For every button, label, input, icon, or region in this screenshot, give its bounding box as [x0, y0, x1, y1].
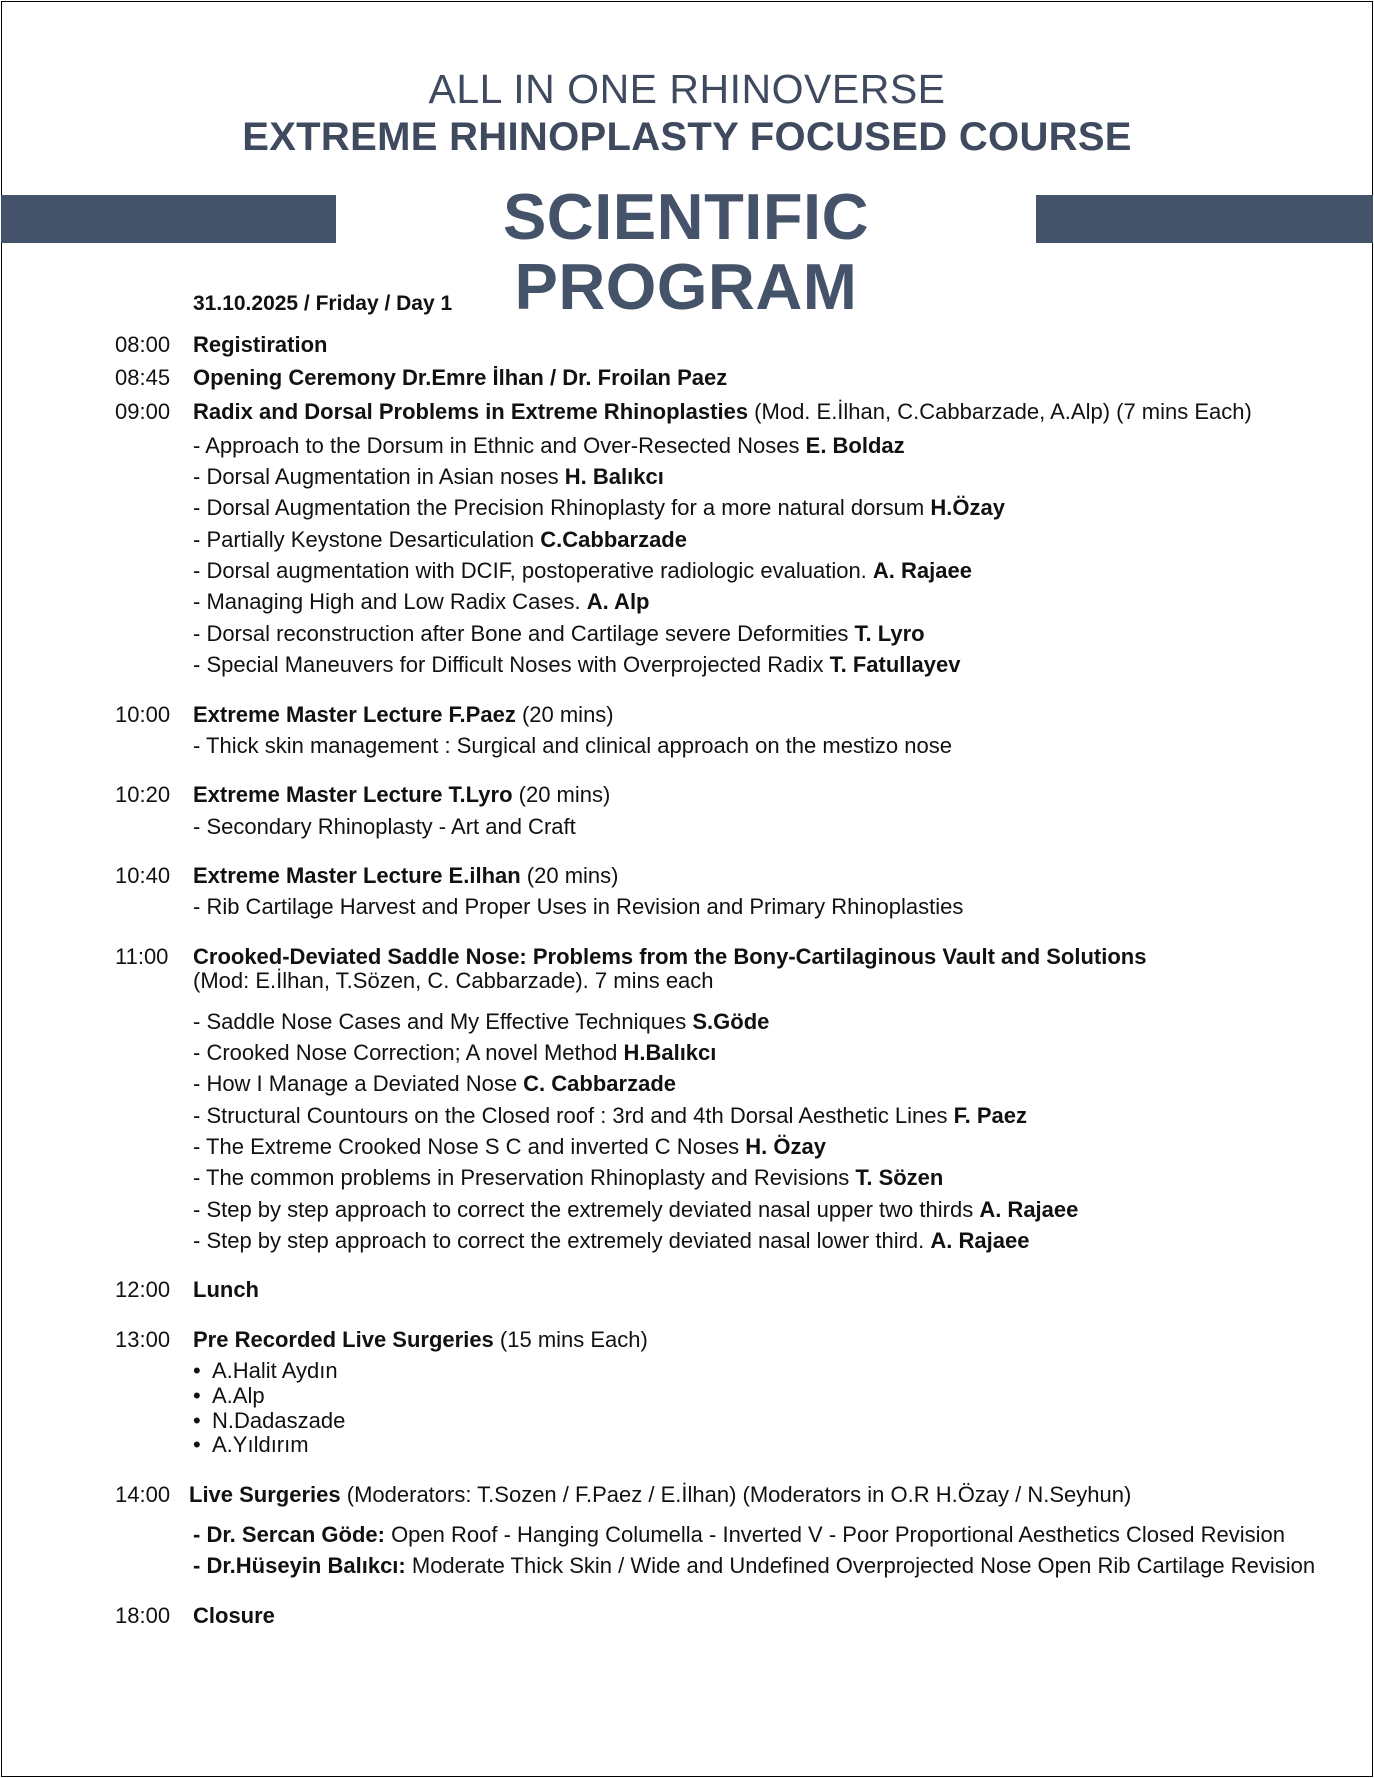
talk-speaker: A. Rajaee — [930, 1228, 1030, 1253]
surgeon-item — [193, 1358, 338, 1384]
live-surgery-item — [193, 1553, 1315, 1579]
surgeon-name: A.Alp — [212, 1383, 265, 1408]
talk-speaker: S.Göde — [692, 1009, 770, 1034]
talk-title: - Saddle Nose Cases and My Effective Techniques — [193, 1009, 693, 1034]
talk-speaker: H.Balıkcı — [623, 1040, 717, 1065]
title-bar-left — [1, 195, 336, 243]
bullet-icon: • — [193, 1383, 201, 1408]
time-0900: 09:00 — [115, 399, 171, 424]
session-note: (Mod. E.İlhan, C.Cabbarzade, A.Alp) (7 mins Each) — [748, 399, 1252, 424]
talk-title: - Dorsal Augmentation in Asian noses — [193, 464, 565, 489]
surgeon-name: - Dr.Hüseyin Balıkcı: — [193, 1553, 406, 1578]
session-title: Opening Ceremony Dr.Emre İlhan / Dr. Froilan Paez — [193, 365, 728, 390]
session-live-surgeries — [189, 1482, 1131, 1508]
talk-speaker: E. Boldaz — [805, 433, 905, 458]
session-title: Registiration — [193, 332, 328, 357]
talk-title: - Step by step approach to correct the extremely deviated nasal lower third. — [193, 1228, 931, 1253]
talk-item — [193, 1103, 1027, 1129]
time-1400: 14:00 — [115, 1482, 171, 1507]
session-note: (15 mins Each) — [493, 1327, 648, 1352]
talk-speaker: H. Balıkcı — [564, 464, 664, 489]
talk-item: - Secondary Rhinoplasty - Art and Craft — [193, 814, 576, 839]
talk-item — [193, 1009, 769, 1035]
talk-speaker: H. Özay — [745, 1134, 826, 1159]
session-note: (20 mins) — [515, 702, 614, 727]
talk-item — [193, 1165, 943, 1191]
session-crooked-saddle — [193, 944, 1146, 970]
page-title: SCIENTIFIC PROGRAM — [502, 180, 870, 323]
talk-item — [193, 1134, 826, 1160]
session-title: Crooked-Deviated Saddle Nose: Problems from the Bony-Cartilaginous Vault and Solutions — [193, 944, 1147, 969]
bullet-icon: • — [193, 1432, 201, 1457]
talk-item — [193, 1228, 1029, 1254]
talk-speaker: H.Özay — [930, 495, 1005, 520]
course-name: EXTREME RHINOPLASTY FOCUSED COURSE — [242, 115, 1132, 159]
session-radix-dorsal — [193, 399, 1252, 425]
session-note: (Mod: E.İlhan, T.Sözen, C. Cabbarzade). 7 mins each — [193, 968, 714, 993]
talk-title: - Dorsal augmentation with DCIF, postoperative radiologic evaluation. — [193, 558, 873, 583]
talk-item — [193, 527, 687, 553]
session-master-lecture-paez — [193, 702, 614, 728]
surgeon-item — [193, 1408, 345, 1434]
talk-item — [193, 495, 1005, 521]
talk-speaker: A. Alp — [586, 589, 650, 614]
session-title: Radix and Dorsal Problems in Extreme Rhinoplasties — [193, 399, 749, 424]
session-title: Extreme Master Lecture T.Lyro — [193, 782, 513, 807]
surgeon-item — [193, 1432, 309, 1458]
talk-item — [193, 464, 664, 490]
talk-speaker: T. Lyro — [854, 621, 925, 646]
talk-speaker: C.Cabbarzade — [540, 527, 687, 552]
session-title: Closure — [193, 1603, 275, 1628]
session-note: (20 mins) — [520, 863, 619, 888]
talk-title: - Special Maneuvers for Difficult Noses with Overprojected Radix — [193, 652, 830, 677]
time-1020: 10:20 — [115, 782, 171, 807]
session-title: Pre Recorded Live Surgeries — [193, 1327, 494, 1352]
talk-item — [193, 1071, 676, 1097]
talk-item — [193, 652, 960, 678]
live-surgery-item — [193, 1522, 1285, 1548]
talk-item — [193, 1197, 1078, 1223]
talk-title: - The common problems in Preservation Rhinoplasty and Revisions — [193, 1165, 856, 1190]
talk-speaker: C. Cabbarzade — [523, 1071, 676, 1096]
program-date: 31.10.2025 / Friday / Day 1 — [193, 292, 453, 315]
surgeon-name: A.Yıldırım — [212, 1432, 309, 1457]
time-1100: 11:00 — [115, 944, 169, 969]
session-registration — [193, 332, 327, 358]
talk-item — [193, 621, 925, 647]
talk-title: - Crooked Nose Correction; A novel Method — [193, 1040, 624, 1065]
surgeon-name: N.Dadaszade — [212, 1408, 346, 1433]
time-0800: 08:00 — [115, 332, 171, 357]
session-title: Extreme Master Lecture E.ilhan — [193, 863, 521, 888]
talk-title: - Partially Keystone Desarticulation — [193, 527, 541, 552]
talk-speaker: A. Rajaee — [872, 558, 972, 583]
talk-title: - Structural Countours on the Closed roof : 3rd and 4th Dorsal Aesthetic Lines — [193, 1103, 954, 1128]
session-lunch — [193, 1277, 259, 1303]
session-master-lecture-lyro — [193, 782, 610, 808]
talk-title: - The Extreme Crooked Nose S C and inverted C Noses — [193, 1134, 746, 1159]
session-master-lecture-ilhan — [193, 863, 618, 889]
title-bar-right — [1036, 195, 1373, 243]
session-title: Lunch — [193, 1277, 259, 1302]
talk-speaker: A. Rajaee — [979, 1197, 1079, 1222]
session-title: Live Surgeries — [189, 1482, 341, 1507]
session-note: (20 mins) — [512, 782, 611, 807]
talk-speaker: T. Fatullayev — [829, 652, 961, 677]
session-opening — [193, 365, 727, 391]
bullet-icon: • — [193, 1408, 201, 1433]
talk-speaker: T. Sözen — [855, 1165, 944, 1190]
time-1800: 18:00 — [115, 1603, 171, 1628]
talk-title: - Dorsal reconstruction after Bone and Cartilage severe Deformities — [193, 621, 855, 646]
talk-title: - Step by step approach to correct the extremely deviated nasal upper two thirds — [193, 1197, 980, 1222]
surgeon-name: - Dr. Sercan Göde: — [193, 1522, 385, 1547]
session-closure — [193, 1603, 275, 1629]
time-1200: 12:00 — [115, 1277, 171, 1302]
time-1000: 10:00 — [115, 702, 171, 727]
talk-item — [193, 433, 905, 459]
talk-item: - Thick skin management : Surgical and clinical approach on the mestizo nose — [193, 733, 952, 758]
time-1300: 13:00 — [115, 1327, 171, 1352]
talk-title: - Approach to the Dorsum in Ethnic and Over-Resected Noses — [193, 433, 806, 458]
talk-item: - Rib Cartilage Harvest and Proper Uses in Revision and Primary Rhinoplasties — [193, 894, 964, 919]
surgeon-item — [193, 1383, 265, 1409]
talk-item — [193, 1040, 716, 1066]
talk-title: - How I Manage a Deviated Nose — [193, 1071, 524, 1096]
session-prerecorded — [193, 1327, 648, 1353]
talk-title: - Dorsal Augmentation the Precision Rhinoplasty for a more natural dorsum — [193, 495, 931, 520]
surgery-description: Open Roof - Hanging Columella - Inverted V - Poor Proportional Aesthetics Closed Revision — [384, 1522, 1285, 1547]
time-1040: 10:40 — [115, 863, 171, 888]
surgery-description: Moderate Thick Skin / Wide and Undefined Overprojected Nose Open Rib Cartilage Revision — [405, 1553, 1316, 1578]
event-name: ALL IN ONE RHINOVERSE — [428, 66, 946, 112]
bullet-icon: • — [193, 1358, 201, 1383]
talk-item — [193, 589, 650, 615]
talk-title: - Managing High and Low Radix Cases. — [193, 589, 587, 614]
session-note: (Moderators: T.Sozen / F.Paez / E.İlhan) (Moderators in O.R H.Özay / N.Seyhun) — [340, 1482, 1132, 1507]
time-0845: 08:45 — [115, 365, 171, 390]
session-title: Extreme Master Lecture F.Paez — [193, 702, 516, 727]
talk-speaker: F. Paez — [953, 1103, 1028, 1128]
talk-item — [193, 558, 972, 584]
surgeon-name: A.Halit Aydın — [212, 1358, 338, 1383]
